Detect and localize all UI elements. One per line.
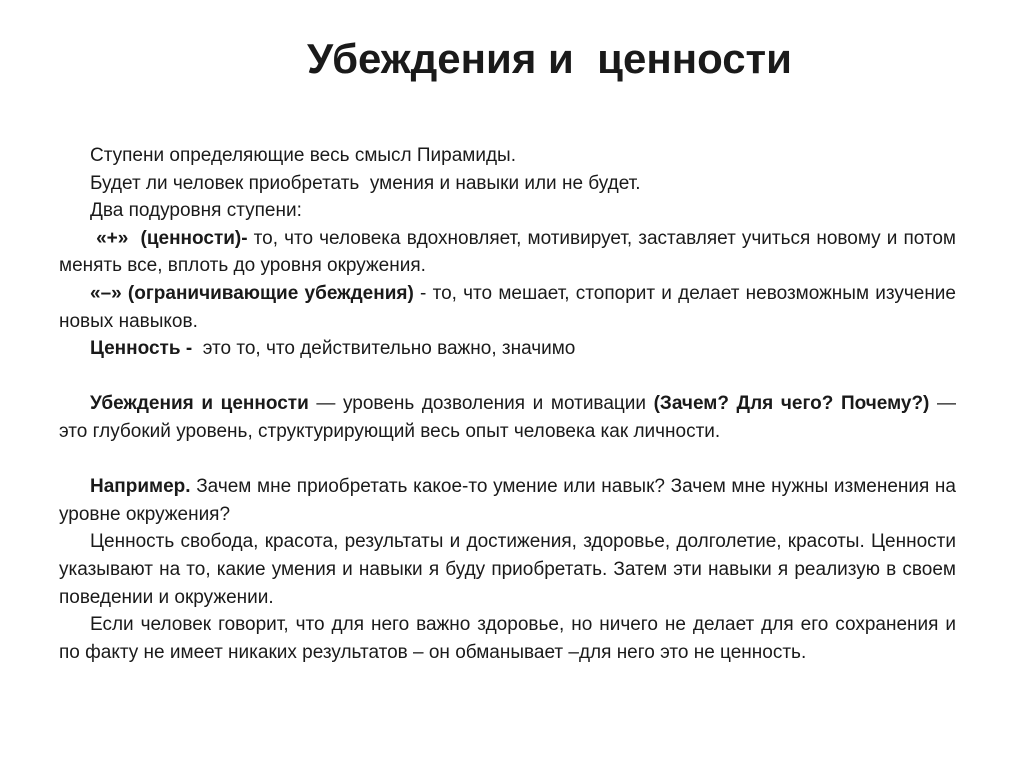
paragraph-skills-question [59, 170, 956, 198]
paragraph-text: Ценность свобода, красота, результаты и достижения, здоровье, долголетие, красоты. Ценности указывают на то, какие умения и навыки я буду приобретать. Затем эти навыки я реализую в своем поведении и окружении. [59, 531, 956, 608]
term-why-questions: (Зачем? Для чего? Почему?) [653, 393, 930, 415]
paragraph-pyramid-meaning [59, 142, 956, 170]
term-beliefs-and-values: Убеждения и ценности [90, 393, 309, 415]
paragraph-text: Ступени определяющие весь смысл Пирамиды. [90, 145, 516, 166]
paragraph-text: Если человек говорит, что для него важно здоровье, но ничего не делает для его сохранения и по факту не имеет никаких результатов – он обманывает –для него это не ценность. [59, 614, 956, 663]
paragraph-value-definition [59, 335, 956, 363]
paragraph-text: то, что человека вдохновляет, мотивирует, заставляет учиться новому и потом менять все, вплоть до уровня окружения. [59, 227, 956, 277]
term-value: Ценность - [90, 338, 193, 360]
paragraph-text: — уровень дозволения и мотивации [308, 393, 654, 415]
term-values-plus: «+» (ценности)- [90, 227, 248, 249]
paragraph-text: — это глубокий уровень, структурирующий весь опыт человека как личности. [59, 393, 957, 442]
paragraph-example [59, 473, 956, 528]
paragraph-health-example [59, 611, 956, 666]
paragraph-sublevels [59, 197, 956, 225]
term-limiting-beliefs: «–» (ограничивающие убеждения) [90, 282, 414, 304]
paragraph-value-freedom [59, 528, 956, 611]
paragraph-text: это то, что действительно важно, значимо [192, 338, 576, 360]
paragraph-text: Будет ли человек приобретать умения и навыки или не будет. [90, 172, 641, 194]
slide-body [59, 142, 956, 666]
paragraph-beliefs-and-values [59, 390, 956, 445]
paragraph-values-plus [59, 225, 956, 280]
slide-title: Убеждения и ценности [307, 35, 792, 82]
paragraph-limiting-beliefs [59, 280, 956, 335]
paragraph-text: Зачем мне приобретать какое-то умение или навык? Зачем мне нужны изменения на уровне окружения? [59, 476, 956, 525]
paragraph-text: - то, что мешает, стопорит и делает невозможным изучение новых навыков. [59, 282, 956, 332]
term-example: Например. [90, 476, 191, 498]
paragraph-text: Два подуровня ступени: [90, 200, 302, 222]
